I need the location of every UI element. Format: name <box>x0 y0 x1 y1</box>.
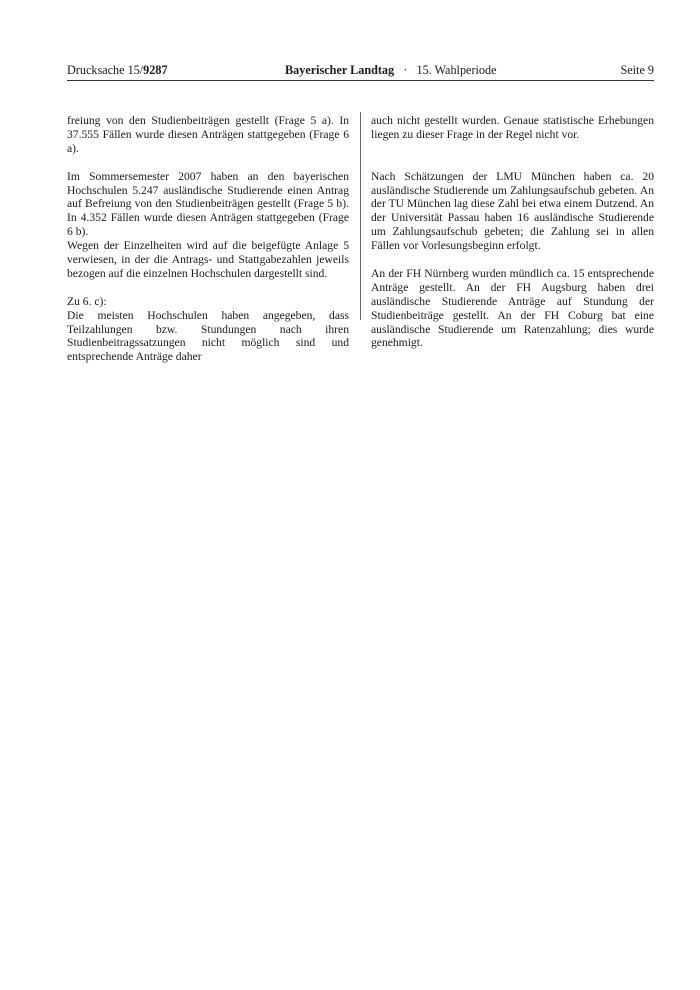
right-column <box>371 114 654 350</box>
left-paragraph-5: Die meisten Hochschulen haben angegeben, dass Teilzahlungen bzw. Stundungen nach ihren Studienbeitragssatzungen nicht möglich sind und entsprechende Anträge daher <box>67 308 349 364</box>
left-paragraph-3: Wegen der Einzelheiten wird auf die beigefügte Anlage 5 verwiesen, in der die Antrags- und Stattgabezahlen jeweils bezogen auf die einzelnen Hochschulen dargestellt sind. <box>67 239 349 280</box>
right-paragraph-2: Nach Schätzungen der LMU München haben ca. 20 ausländische Studierende um Zahlungsaufschub gebeten. An der TU München lag diese Zahl bei etwa einem Dutzend. An der Universität Passau haben 16 ausländische Studierende um Zahlungsaufschub gebeten; die Zahlung sei in allen Fällen vor Vorlesungsbeginn erfolgt. <box>371 169 654 253</box>
section-heading-6c: Zu 6. c): <box>67 294 107 308</box>
parliament-name: Bayerischer Landtag <box>285 63 395 77</box>
left-column <box>67 114 349 364</box>
header-separator: · <box>403 63 408 77</box>
left-paragraph-1: freiung von den Studienbeiträgen gestellt (Frage 5 a). In 37.555 Fällen wurde diesen Anträgen stattgegeben (Frage 6 a). <box>67 114 349 155</box>
page-number: Seite 9 <box>620 63 654 77</box>
right-paragraph-1: auch nicht gestellt wurden. Genaue statistische Erhebungen liegen zu dieser Frage in der Regel nicht vor. <box>371 114 654 141</box>
document-number: Drucksache 15/9287 <box>67 63 168 77</box>
legislative-period: 15. Wahlperiode <box>416 63 497 77</box>
right-paragraph-3: An der FH Nürnberg wurden mündlich ca. 15 entsprechende Anträge gestellt. An der FH Augsburg haben drei ausländische Studierende Anträge auf Stundung der Studienbeiträge gestellt. An der FH Coburg bat eine ausländische Studierende um Ratenzahlung; dies wurde genehmigt. <box>371 266 654 350</box>
left-paragraph-2: Im Sommersemester 2007 haben an den bayerischen Hochschulen 5.247 ausländische Studierende einen Antrag auf Befreiung von den Studienbeiträgen gestellt (Frage 5 b). In 4.352 Fällen wurde diesen Anträgen stattgegeben (Frage 6 b). <box>67 169 349 239</box>
column-divider <box>360 112 361 320</box>
parliament-info <box>285 62 497 78</box>
header-rule <box>67 80 654 81</box>
page-header <box>67 62 654 78</box>
document-number-bold: 9287 <box>143 63 168 77</box>
